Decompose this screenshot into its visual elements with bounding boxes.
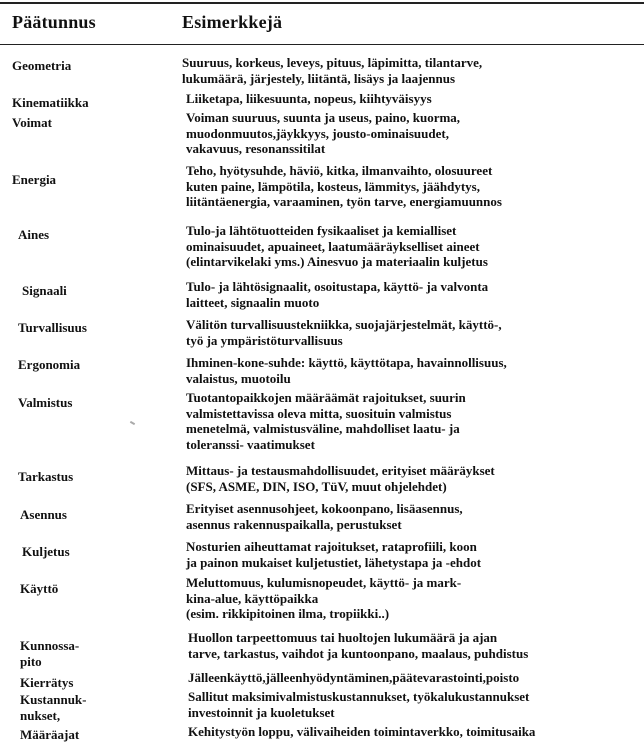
row-examples: Kehitystyön loppu, välivaiheiden toimintaverkko, toimitusaika: [188, 724, 536, 739]
row-label: Kinematiikka: [12, 95, 89, 110]
column-header-main-heading: Päätunnus: [12, 12, 96, 32]
row-label: Signaali: [22, 283, 67, 298]
row-label: Asennus: [20, 507, 67, 522]
row-label: Määräajat: [20, 727, 80, 742]
row-label: Aines: [18, 227, 50, 242]
row-examples: Sallitut maksimivalmistuskustannukset, työkalukustannukset investoinnit ja kuoletukset: [188, 689, 530, 720]
top-rule: [0, 2, 644, 4]
row-examples: Huollon tarpeettomuus tai huoltojen lukumäärä ja ajan tarve, tarkastus, vaihdot ja kuntoonpano, maalaus, puhdistus: [188, 630, 529, 661]
row-label: Turvallisuus: [18, 320, 87, 335]
row-examples: Tulo-ja lähtötuotteiden fysikaaliset ja kemialliset ominaisuudet, apuaineet, laatumääräykselliset aineet (elintarvikelaki yms.) Ainesvuo ja materiaalin kuljetus: [186, 223, 488, 270]
row-examples: Teho, hyötysuhde, häviö, kitka, ilmanvaihto, olosuureet kuten paine, lämpötila, kosteus, lämmitys, jäähdytys, liitäntäenergia, varaaminen, työn tarve, energiamuunnos: [186, 163, 502, 210]
row-label: Valmistus: [18, 395, 73, 410]
row-examples: Liiketapa, liikesuunta, nopeus, kiihtyväisyys: [186, 91, 432, 106]
row-examples: Välitön turvallisuustekniikka, suojajärjestelmät, käyttö-, työ ja ympäristöturvallisuus: [186, 317, 502, 348]
row-label: Kustannuk- nukset,: [20, 692, 87, 723]
row-examples: Nosturien aiheuttamat rajoitukset, rataprofiili, koon ja painon mukaiset kuljetustiet, lähetystapa ja -ehdot: [186, 539, 482, 570]
row-label: Kunnossa- pito: [20, 638, 80, 669]
row-examples: Jälleenkäyttö,jälleenhyödyntäminen,päätevarastointi,poisto: [188, 670, 520, 685]
row-examples: Ihminen-kone-suhde: käyttö, käyttötapa, havainnollisuus, valaistus, muotoilu: [186, 355, 507, 386]
row-label: Kierrätys: [20, 675, 74, 690]
header-rule: [0, 44, 644, 45]
row-examples: Suuruus, korkeus, leveys, pituus, läpimitta, tilantarve, lukumäärä, järjestely, liitäntä, lisäys ja laajennus: [182, 55, 483, 86]
row-label: Käyttö: [20, 581, 59, 596]
row-label: Tarkastus: [18, 469, 74, 484]
row-examples: Erityiset asennusohjeet, kokoonpano, lisäasennus, asennus rakennuspaikalla, perustukset: [186, 501, 463, 532]
column-header-examples: Esimerkkejä: [182, 12, 283, 32]
row-label: Energia: [12, 172, 57, 187]
scan-speck: [130, 421, 135, 425]
row-label: Voimat: [12, 115, 52, 130]
row-examples: Voiman suuruus, suunta ja useus, paino, kuorma, muodonmuutos,jäykkyys, jousto-ominaisuudet, vakavuus, resonanssitilat: [186, 110, 461, 157]
row-examples: Mittaus- ja testausmahdollisuudet, erityiset määräykset (SFS, ASME, DIN, ISO, TüV, muut ohjelehdet): [186, 463, 495, 494]
row-examples: Tuotantopaikkojen määräämät rajoitukset, suurin valmistettavissa oleva mitta, suosituin valmistus menetelmä, valmistusväline, mahdolliset laatu- ja toleranssi- vaatimukset: [186, 390, 466, 452]
row-examples: Tulo- ja lähtösignaalit, osoitustapa, käyttö- ja valvonta laitteet, signaalin muoto: [186, 279, 489, 310]
row-label: Geometria: [12, 58, 72, 73]
row-examples: Meluttomuus, kulumisnopeudet, käyttö- ja mark- kina-alue, käyttöpaikka (esim. rikkipitoinen ilma, tropiikki..): [186, 575, 462, 622]
row-label: Kuljetus: [22, 544, 70, 559]
row-label: Ergonomia: [18, 357, 81, 372]
